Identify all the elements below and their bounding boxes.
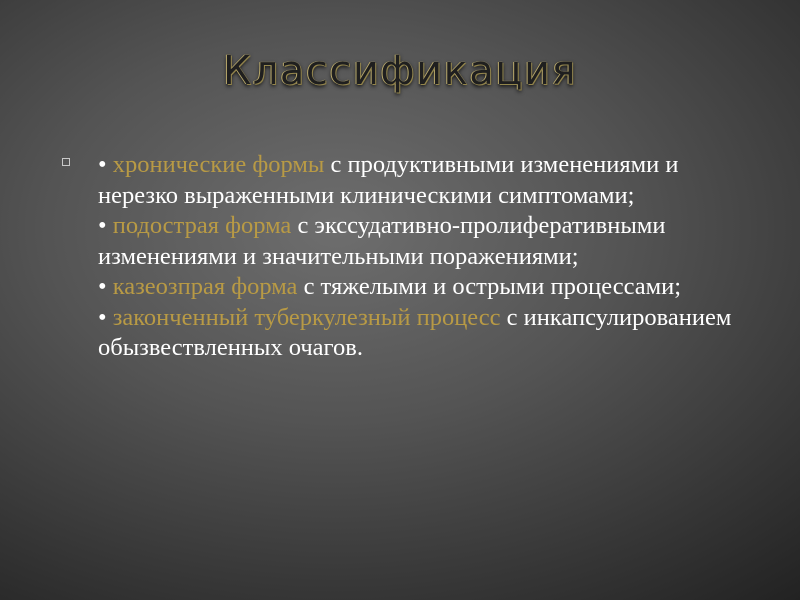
item-term: законченный туберкулезный процесс <box>112 303 501 331</box>
item-dot: • <box>98 273 113 300</box>
item-description: с продуктивными изменениями и нерезко выраженными клиническими симптомами; <box>98 151 679 209</box>
item-term: казеозпрая форма <box>112 273 298 300</box>
item-description: с инкапсулированием обызвествленных очагов. <box>98 303 732 361</box>
bullet-paragraph <box>98 150 752 364</box>
classification-item-chronic <box>98 150 752 211</box>
square-bullet-icon <box>62 158 70 166</box>
item-dot: • <box>98 151 113 178</box>
item-dot: • <box>98 212 113 239</box>
item-description: с тяжелыми и острыми процессами; <box>297 273 682 300</box>
classification-item-subacute <box>98 211 752 272</box>
content-block <box>62 150 752 364</box>
classification-item-caseous <box>98 272 752 303</box>
item-term: подострая форма <box>112 212 292 239</box>
classification-item-completed <box>98 303 752 364</box>
item-term: хронические формы <box>112 151 325 178</box>
item-description: с экссудативно-пролиферативными изменениями и значительными поражениями; <box>98 212 666 270</box>
item-dot: • <box>98 303 113 331</box>
slide-title: Классификация <box>222 48 578 94</box>
